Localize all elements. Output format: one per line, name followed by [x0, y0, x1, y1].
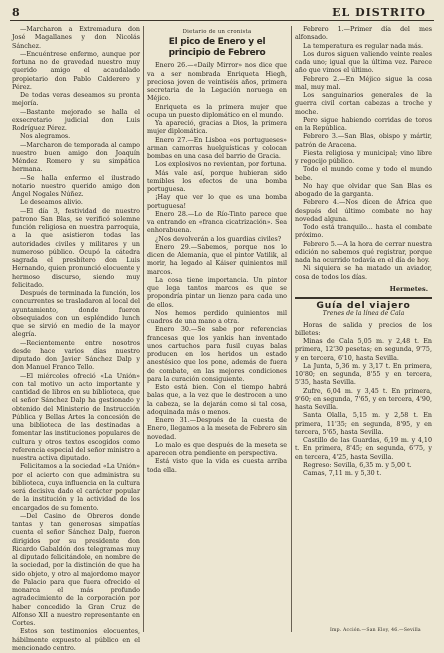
guide-subtitle: Trenes de la línea de Cala [322, 310, 405, 318]
dietario-paragraph: Enero 28.—Lo de Río-Tinto parece que va entrando en «franca cicatrización». Sea enhorabuena. [147, 210, 287, 235]
news-paragraph: —El día 3, festividad de nuestro patrono San Blas, se verificó solemne función religiosa en nuestra parroquia, a la que asistieron todas las autoridades civiles y militares y un numeroso público. Ocupó la cátedra sagrada el presbítero don Luis Hernando, quien pronunció elocuente y hermoso discurso, siendo muy felicitado. [12, 207, 140, 289]
news-paragraph: Nos alegramos. [20, 133, 71, 141]
dietario-paragraph: Nos hemos perdido quinientos mil cuadros de una mano a otra. [147, 309, 287, 325]
column-divider [143, 26, 144, 632]
news-paragraph: De todas veras deseamos su pronta mejoría. [12, 92, 140, 108]
column-dietario [147, 26, 287, 636]
dietario-paragraph: Esto está bien. Con el tiempo habrá balas que, a la vez que le destrocen a uno la cabeza, se la dejarán como si tal cosa, adoquinada más o menos. [147, 384, 287, 416]
dietario-paragraph: Fiesta religiosa y municipal; vino libre y regocijo público. [295, 149, 432, 165]
dietario-paragraph: La cosa tiene importancia. Un pintor que lega tantos marcos es que se propondría pintar un lienzo para cada uno de ellos. [147, 276, 287, 309]
news-paragraph: —Se halla enfermo el ilustrado notario nuestro querido amigo don Ángel Nogales Núñez. [12, 174, 140, 198]
news-paragraph: Estos son testimonios elocuentes, hábilmente expuesto al público en el mencionado centro. [12, 628, 140, 652]
printer-imprint: Imp. Acción.—San Eloy, 46.—Sevilla [330, 628, 421, 633]
guide-paragraph: Regreso: Sevilla, 6,35 m. y 5,00 t. [303, 461, 412, 469]
guide-paragraph: Castillo de las Guardas, 6,19 m. y 4,10 t. En primera, 8'45; en segunda, 6'75, y en tercera, 4'25, hasta Sevilla. [295, 437, 432, 461]
section-title: El pico de Enero y el principio de Febrero [168, 37, 266, 59]
news-paragraph: —Del Casino de Obreros donde tantas y tan generosas simpatías cuenta el señor Sánchez Dalp, fueron dirigidos por su presidente don Ricardo Gabaldón dos telegramas muy al diputado felicitándole, en nombre de la sociedad, por la distinción de que ha sido objeto, y otro al majordomo mayor de Palacio para que fuera ofrecido el monarca el más profundo agradecimiento de la corporación por haber concedido la Gran Cruz de Alfonso XII a nuestro representante en Cortes. [12, 512, 140, 627]
dietario-paragraph: Enero 31.—Después de la cuesta de Enero, llegamos a la meseta de Febrero sin novedad. [147, 417, 287, 441]
dietario-paragraph: Enero 27.—En Lisboa «os portugueses» arman camorras huelguísticas y colocan bombas en una casa del barrio de Gracia. [147, 136, 287, 160]
news-paragraph: —Marcharon a Extremadura don José Magallanes y don Nicolás Sánchez. [12, 26, 140, 50]
news-paragraph: —Encuéntrese enfermo, aunque por fortuna no de gravedad nuestro muy querido amigo el acaudalado propietario don Pablo Calderero y Pérez. [12, 50, 140, 91]
dietario-paragraph: Está visto que la vida es cuesta arriba toda ella. [147, 458, 287, 474]
dietario-paragraph: Los explosivos no revientan, por fortuna. [155, 161, 287, 169]
dietario-paragraph: Febrero 5.—A la hora de cerrar nuestra edición no sabemos qué registrar, porque nada ha ocurrido todavía en el día de hoy. [295, 240, 432, 264]
column-dietario-cont [295, 26, 432, 636]
dietario-paragraph: ¿Nos devolverán a los guardias civiles? [155, 235, 282, 243]
dietario-paragraph: Febrero 2.—En Méjico sigue la cosa mal, muy mal. [295, 75, 432, 91]
dietario-paragraph: Enero 29.—Sabemos, porque nos lo dicen de Alemania, que el pintor Vatilik, al morir, ha legado al Káiser quinientos mil marcos. [147, 243, 287, 276]
news-paragraph: —Marcharon de temporada al campo nuestro buen amigo don Joaquín Méndez Romero y su simpática hermana. [12, 141, 140, 174]
dietario-paragraph: Pero sigue habiendo corridas de toros en la República. [295, 116, 432, 132]
guide-paragraph: La Junta, 5,36 m. y 3,17 t. En primera, 10'80; en segunda, 8'55 y en tercera, 5'35, hasta Sevilla. [295, 362, 432, 387]
guide-paragraph: Santa Olalla, 5,15 m. y 2,58 t. En primera, 11'35; en segunda, 8'95, y en tercera, 5'65, hasta Sevilla. [295, 412, 432, 436]
news-paragraph: Felicitamos a la sociedad «La Unión» por el acierto con que administra su biblioteca, cuya influencia en la cultura será decisiva dado el carácter popular de la institución y la actividad de los encargados de su fomento. [12, 463, 140, 512]
dietario-paragraph: Más vale así, porque hubieran sido temibles los efectos de una bomba portuguesa. [147, 169, 287, 193]
news-paragraph: Después de terminada la función, los concurrentes se trasladaron al local del ayuntamiento, donde fueron obsequiados con un espléndido lunch que se sirvió en medio de la mayor alegría. [12, 290, 140, 339]
dietario-paragraph: Enriqueta es la primera mujer que ocupa un puesto diplomático en el mundo. [147, 103, 287, 119]
dietario-paragraph: Febrero 1.—Primer día del mes alfonsado. [295, 26, 432, 42]
guide-title: Guía del viajero [316, 300, 411, 311]
journal-title: EL DISTRITO [332, 6, 426, 19]
guide-paragraph: Camas, 7,11 m. y 5,30 t. [303, 470, 382, 477]
dietario-paragraph: Febrero 4.—Nos dicen de África que después del último combate no hay novedad alguna. [295, 199, 432, 223]
guide-paragraph: Minas de Cala 5,05 m. y 2,48 t. En primera, 12'30 pesetas; en segunda, 9'75, y en tercera, 6'10, hasta Sevilla. [295, 338, 432, 362]
dietario-paragraph: Los sanguinarios generales de la guerra civil cortan cabezas a troche y moche. [295, 92, 432, 116]
travel-guide [295, 297, 432, 478]
guide-paragraph: Zufre, 6,04 m. y 3,45 t. En primera, 9'60; en segunda, 7'65, y en tercera, 4'90, hasta Sevilla. [295, 387, 432, 411]
dietario-paragraph: Febrero 3.—San Blas, obispo y mártir, patrón de Aracena. [295, 133, 432, 149]
dietario-paragraph: Enero 26.—«Daily Mirror» nos dice que va a ser nombrada Enriqueta Hiegh, preciosa joven de veintiséis años, primera secretaria de la Legación noruega en Méjico. [147, 62, 287, 103]
column-local-news [12, 26, 140, 652]
dietario-paragraph: Lo malo es que después de la meseta se aparecen otra pendiente en perspectiva. [147, 441, 287, 457]
dietario-paragraph: Los duros siguen valiendo veinte reales cada uno; igual que la última vez. Parece año que vimos el último. [295, 50, 432, 75]
dietario-paragraph: Todo está tranquilo... hasta el combate próximo. [295, 224, 432, 240]
header-rule [10, 20, 434, 21]
section-kicker: Dietario de un cronista [182, 29, 252, 35]
dietario-paragraph: Ni siquiera se ha matado un aviador, cosa de todos los días. [295, 265, 432, 281]
column-divider [291, 26, 292, 632]
dietario-paragraph: La temperatura es regular nada más. [303, 42, 424, 50]
dietario-paragraph: Ya apareció, gracias a Dios, la primera mujer diplomática. [147, 120, 287, 136]
news-paragraph: Le deseamos alivio. [20, 199, 83, 207]
dietario-paragraph: Enero 30.—Se sabe por referencias francesas que los yankis han inventado unos cartuchos para fusil cuyas balas producen en los heridos un estado anestésico que los pone, además de fuera de combate, en las mejores condiciones para la curación consiguiente. [147, 326, 287, 383]
news-paragraph: —El miércoles ofreció «La Unión» con tal motivo un acto importante y cantidad de libros en su biblioteca, que el señor Sánchez Dalp ha gestionado y obtenido del Ministerio de Instrucción Pública y Bellas Artes la concesión de una biblioteca de las destinadas a fomentar las instituciones populares de cultura y otros textos escogidos como referencia especial del señor ministro a nuestra activa diputado. [12, 372, 140, 462]
page-number: 8 [12, 6, 20, 19]
news-paragraph: —Recientemente entre nosotros desde hace varios días nuestro diputado don Javier Sánchez Dalp y don Manuel Franco Tello. [12, 339, 140, 372]
author-signature: Hermetes. [389, 284, 428, 293]
guide-paragraph: Horas de salida y precios de los billetes: [295, 321, 432, 337]
dietario-paragraph: ¡Hay que ver lo que es una bomba portuguesa! [147, 194, 287, 210]
page-header [0, 0, 444, 24]
news-paragraph: —Bastante mejorado se halla el exsecretario judicial don Luis Rodríguez Pérez. [12, 108, 140, 132]
dietario-paragraph: Todo el mundo come y todo el mundo bebe. [295, 166, 432, 182]
dietario-paragraph: No hay que olvidar que San Blas es abogado de la garganta. [295, 182, 432, 198]
